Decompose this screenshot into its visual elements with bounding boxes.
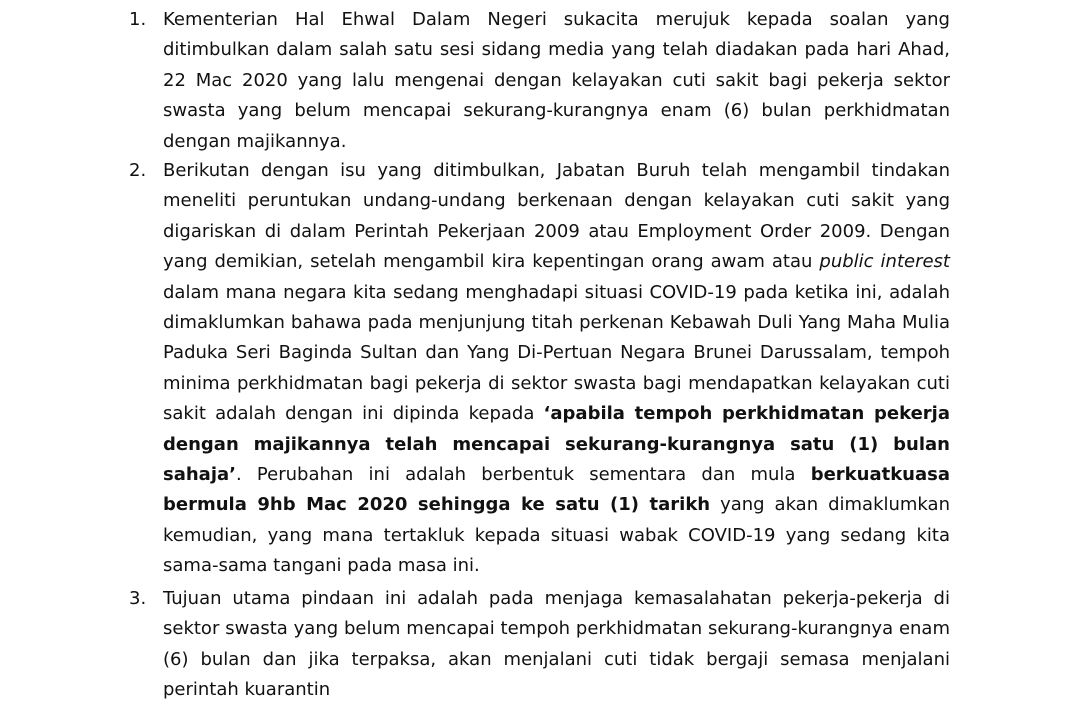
paragraph-text xyxy=(163,156,950,582)
text-run: Tujuan utama pindaan ini adalah pada menjaga kemasalahatan pekerja-pekerja di sektor swasta yang belum mencapai tempoh perkhidmatan sekurang-kurangnya enam (6) bulan dan jika terpaksa, akan menjalani cuti tidak bergaji semasa menjalani perintah kuarantin xyxy=(163,588,950,701)
text-run: Kementerian Hal Ehwal Dalam Negeri sukacita merujuk kepada soalan yang ditimbulkan dalam salah satu sesi sidang media yang telah diadakan pada hari Ahad, 22 Mac 2020 yang lalu mengenai dengan kelayakan cuti sakit bagi pekerja sektor swasta yang belum mencapai sekurang-kurangnya enam (6) bulan perkhidmatan dengan majikannya. xyxy=(163,9,950,152)
paragraph-text xyxy=(163,584,950,706)
paragraph-number: 3. xyxy=(129,588,147,609)
paragraph-text xyxy=(163,5,950,157)
text-run: Berikutan dengan isu yang ditimbulkan, Jabatan Buruh telah mengambil tindakan meneliti peruntukan undang-undang berkenaan dengan kelayakan cuti sakit yang digariskan di dalam Perintah Pekerjaan 2009 atau Employment Order 2009. Dengan yang demikian, setelah mengambil kira kepentingan orang awam atau xyxy=(163,160,950,273)
text-run: yang akan dimaklumkan kemudian, yang mana tertakluk kepada situasi wabak COVID-19 yang sedang kita sama-sama tangani pada masa ini. xyxy=(163,494,950,577)
bold-clause: ‘apabila tempoh perkhidmatan pekerja dengan majikannya telah mencapai sekurang-kurangnya satu (1) bulan sahaja’ xyxy=(163,403,950,486)
text-run: . Perubahan ini adalah berbentuk sementara dan mula xyxy=(235,464,811,486)
text-run: dalam mana negara kita sedang menghadapi situasi COVID-19 pada ketika ini, adalah dimaklumkan bahawa pada menjunjung titah perkenan Kebawah Duli Yang Maha Mulia Paduka Seri Baginda Sultan dan Yang Di-Pertuan Negara Brunei Darussalam, tempoh minima perkhidmatan bagi pekerja di sektor swasta bagi mendapatkan kelayakan cuti sakit adalah dengan ini dipinda kepada xyxy=(163,281,950,425)
bold-clause: berkuatkuasa bermula 9hb Mac 2020 sehingga ke satu (1) tarikh xyxy=(163,464,950,516)
paragraph-number: 2. xyxy=(129,160,147,181)
paragraph-number: 1. xyxy=(129,9,147,30)
italic-term: public interest xyxy=(819,251,950,273)
